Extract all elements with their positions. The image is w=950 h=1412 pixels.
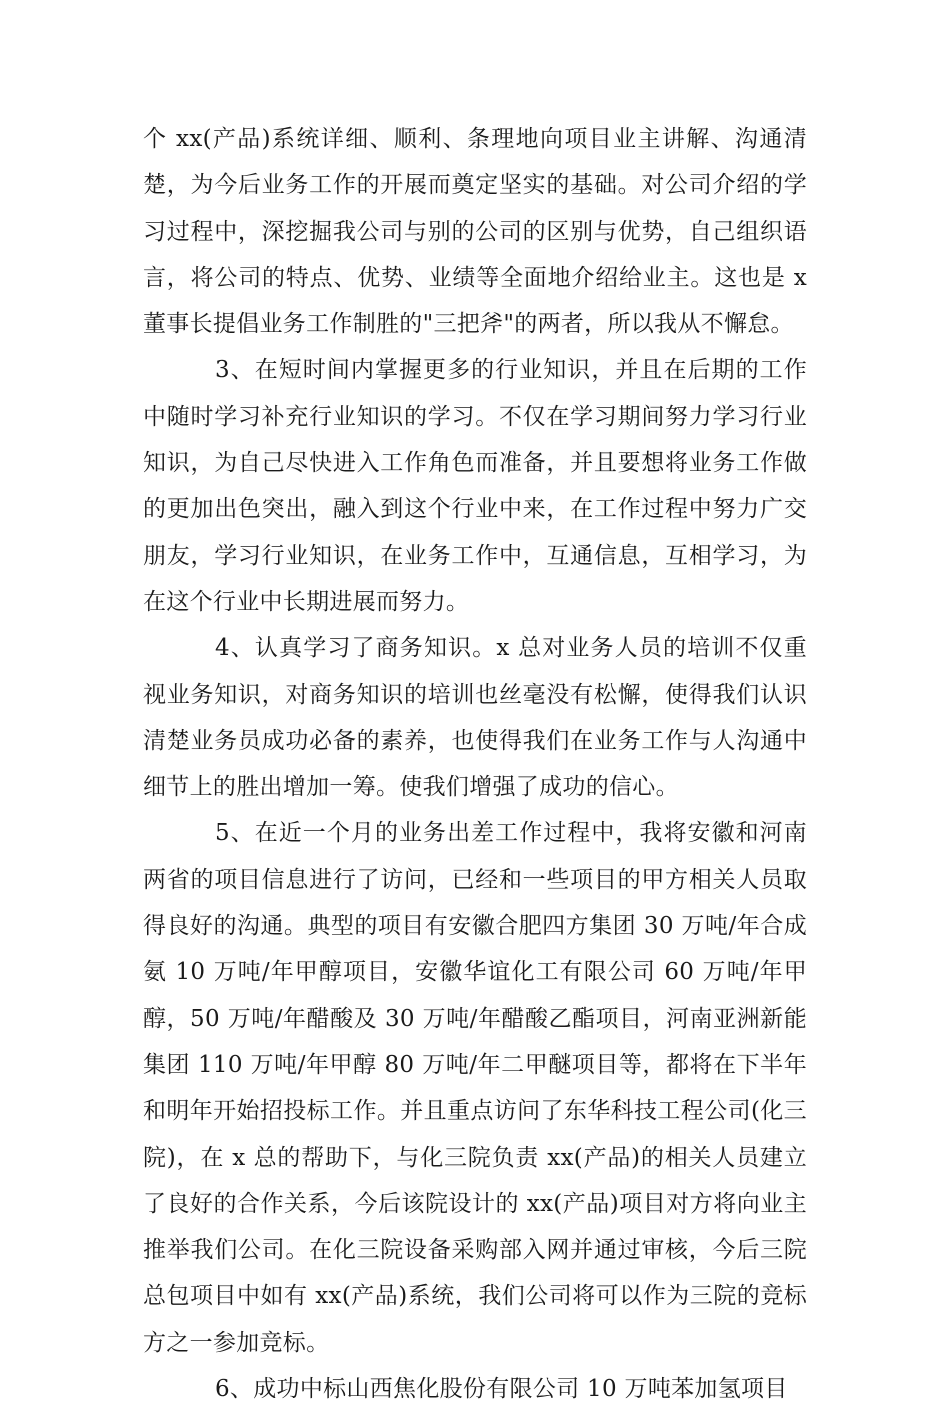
paragraph-continuation: 个 xx(产品)系统详细、顺利、条理地向项目业主讲解、沟通清楚，为今后业务工作的开展而奠定坚实的基础。对公司介绍的学习过程中，深挖掘我公司与别的公司的区别与优势，自己组织语言，将公司的特点、优势、业绩等全面地介绍给业主。这也是 x 董事长提倡业务工作制胜的"三把斧"的两者，所以我从不懈怠。 [143,126,807,338]
paragraph-item-5: 5、在近一个月的业务出差工作过程中，我将安徽和河南两省的项目信息进行了访问，已经和一些项目的甲方相关人员取得良好的沟通。典型的项目有安徽合肥四方集团 30 万吨/年合成氨 10 万吨/年甲醇项目，安徽华谊化工有限公司 60 万吨/年甲醇，50 万吨/年醋酸及 30 万吨/年醋酸乙酯项目，河南亚洲新能集团 110 万吨/年甲醇 80 万吨/年二甲醚项目等，都将在下半年和明年开始招投标工作。并且重点访问了东华科技工程公司(化三院)，在 x 总的帮助下，与化三院负责 xx(产品)的相关人员建立了良好的合作关系，今后该院设计的 xx(产品)项目对方将向业主推举我们公司。在化三院设备采购部入网并通过审核，今后三院总包项目中如有 xx(产品)系统，我们公司将可以作为三院的竞标方之一参加竞标。 [143,820,807,1356]
paragraph-item-3: 3、在短时间内掌握更多的行业知识，并且在后期的工作中随时学习补充行业知识的学习。不仅在学习期间努力学习行业知识，为自己尽快进入工作角色而准备，并且要想将业务工作做的更加出色突出，融入到这个行业中来，在工作过程中努力广交朋友，学习行业知识，在业务工作中，互通信息，互相学习，为在这个行业中长期进展而努力。 [143,357,807,615]
paragraph-item-6: 6、成功中标山西焦化股份有限公司 10 万吨苯加氢项目 [215,1376,788,1403]
document-body [143,116,807,1412]
paragraph-item-4: 4、认真学习了商务知识。x 总对业务人员的培训不仅重视业务知识，对商务知识的培训也丝毫没有松懈，使得我们认识清楚业务员成功必备的素养，也使得我们在业务工作与人沟通中细节上的胜出增加一筹。使我们增强了成功的信心。 [143,635,807,801]
